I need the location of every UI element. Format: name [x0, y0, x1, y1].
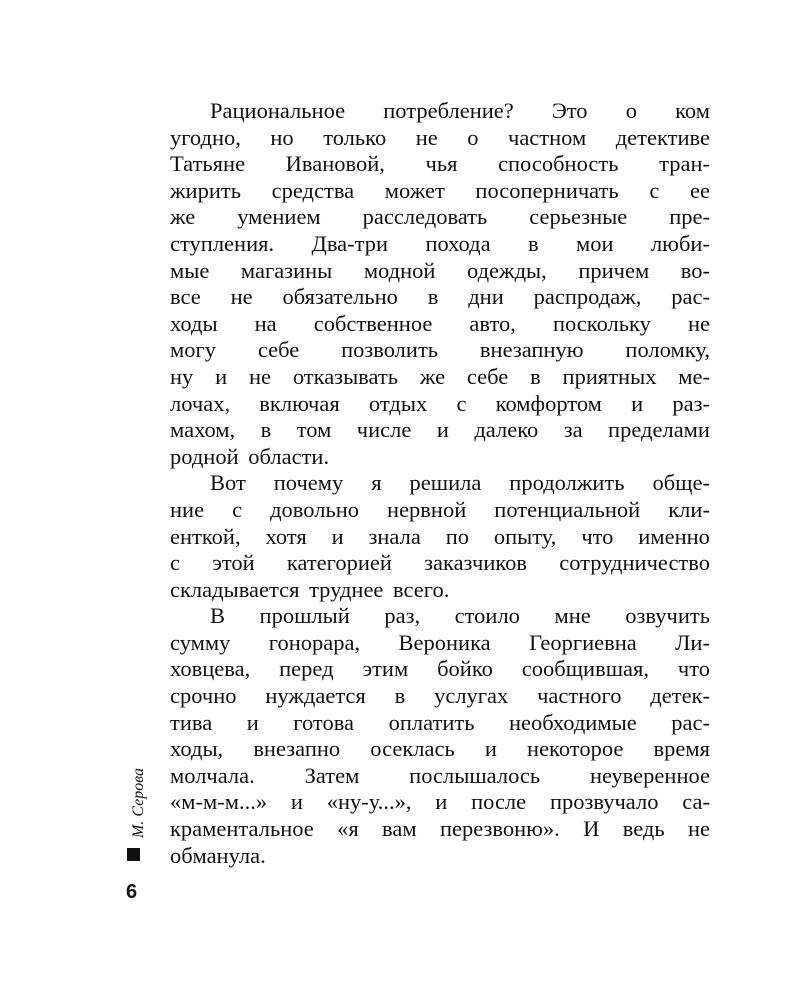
word: умением	[237, 204, 321, 230]
word: все	[170, 284, 201, 310]
word: же	[419, 363, 446, 389]
word: но	[270, 124, 294, 150]
page-number: 6	[126, 881, 138, 903]
word: пределами	[608, 417, 710, 443]
word: приятных	[562, 363, 657, 389]
word: и	[215, 363, 228, 389]
word: хотя	[265, 523, 307, 549]
word: на	[254, 310, 277, 336]
word: себе	[257, 337, 300, 363]
word: продолжить	[509, 470, 625, 496]
word: отказывать	[292, 363, 399, 389]
running-head-author: М. Серова	[130, 767, 147, 838]
word: тива	[170, 709, 213, 735]
word: обще-	[652, 470, 710, 496]
word: почему	[273, 470, 344, 496]
text-line	[170, 816, 710, 843]
word: некоторое	[527, 736, 624, 762]
word: я	[371, 470, 382, 496]
word: с	[170, 550, 180, 576]
word: внезапную	[479, 337, 584, 363]
word: после	[471, 789, 527, 815]
word: Вероника	[398, 629, 491, 655]
word: в	[260, 417, 272, 443]
word: рас-	[671, 284, 710, 310]
word: ведь	[622, 816, 665, 842]
word: угодно,	[170, 124, 241, 150]
word: детек-	[650, 683, 710, 709]
word: ее	[689, 177, 710, 203]
word: в	[528, 230, 539, 256]
word: могу	[170, 337, 216, 363]
word: «м-м-м...»	[170, 789, 268, 815]
word: пре-	[669, 204, 710, 230]
word: потребление?	[383, 98, 514, 123]
word: похода	[425, 230, 491, 256]
word: в	[530, 363, 541, 389]
text-line	[170, 710, 710, 737]
word: мые	[170, 257, 210, 283]
word: Рациональное	[210, 98, 346, 123]
word: и	[246, 709, 259, 735]
word: нервной	[387, 496, 467, 522]
word: Георгиевна	[529, 629, 637, 655]
word: срочно	[170, 683, 237, 709]
word: Два-три	[311, 230, 389, 256]
word: что	[677, 656, 710, 682]
text-line	[170, 258, 710, 285]
text-line: родной области.	[170, 443, 330, 469]
word: са-	[682, 789, 710, 815]
word: по	[445, 523, 469, 549]
word: этим	[362, 656, 409, 682]
word: модной	[363, 257, 436, 283]
text-line	[170, 151, 710, 178]
word: комфортом	[495, 390, 602, 416]
word: раз-	[672, 390, 710, 416]
word: этой	[212, 550, 255, 576]
word: собственное	[313, 310, 433, 336]
running-head	[125, 768, 155, 838]
word: ховцева,	[170, 656, 251, 682]
word: заказчиков	[424, 550, 528, 576]
word: краментальное	[170, 816, 314, 842]
text-line	[170, 683, 710, 710]
word: с	[456, 390, 467, 416]
word: себе	[466, 363, 509, 389]
text-line	[170, 125, 710, 152]
word: далеко	[474, 417, 539, 443]
text-line	[170, 364, 710, 391]
word: озвучить	[625, 603, 710, 629]
text-line	[170, 204, 710, 231]
word: ние	[170, 496, 205, 522]
word: прошлый	[259, 603, 350, 629]
word: детективе	[615, 124, 710, 150]
word: с	[649, 177, 660, 203]
text-line	[170, 391, 710, 418]
word: только	[323, 124, 387, 150]
word: Ивановой,	[285, 151, 385, 177]
word: знала	[368, 523, 421, 549]
word: и	[631, 390, 644, 416]
text-line	[170, 98, 710, 125]
word: внезапно	[253, 736, 341, 762]
text-line: обманула.	[170, 842, 266, 868]
text-line	[170, 178, 710, 205]
word: гонорара,	[268, 629, 361, 655]
word: категорией	[286, 550, 392, 576]
paragraph-2	[170, 470, 710, 603]
paragraph-3	[170, 603, 710, 869]
word: частного	[537, 683, 622, 709]
word: сообщившая,	[521, 656, 649, 682]
word: Татьяне	[170, 151, 246, 177]
word: в	[427, 284, 439, 310]
word: нуждается	[265, 683, 366, 709]
word: оплатить	[388, 709, 475, 735]
word: Это	[551, 98, 588, 123]
word: не	[687, 816, 710, 842]
word: Вот	[210, 470, 246, 496]
word: раз,	[384, 603, 421, 629]
text-line	[170, 603, 710, 630]
word: И	[583, 816, 600, 842]
word: время	[653, 736, 710, 762]
word: решила	[409, 470, 482, 496]
word: обязательно	[282, 284, 398, 310]
word: «ну-у...»,	[326, 789, 412, 815]
text-line	[170, 736, 710, 763]
word: включая	[259, 390, 340, 416]
word: люби-	[650, 230, 710, 256]
word: тран-	[659, 151, 710, 177]
word: ходы	[170, 310, 218, 336]
word: том	[296, 417, 332, 443]
word: ком	[675, 98, 710, 123]
word: опыту,	[493, 523, 557, 549]
word: необходимые	[509, 709, 637, 735]
text-line	[170, 284, 710, 311]
word: перед	[279, 656, 334, 682]
word: сумму	[170, 629, 231, 655]
word: серьезные	[529, 204, 628, 230]
word: мне	[554, 603, 591, 629]
word: чья	[425, 151, 458, 177]
text-line	[170, 337, 710, 364]
word: готова	[293, 709, 355, 735]
word: посоперничать	[475, 177, 619, 203]
word: неуверенное	[589, 762, 710, 788]
word: потенциальной	[494, 496, 641, 522]
word: отдых	[368, 390, 428, 416]
word: поскольку	[552, 310, 651, 336]
text-line	[170, 231, 710, 258]
square-marker-icon	[127, 848, 140, 861]
word: сотрудничество	[559, 550, 710, 576]
word: Ли-	[675, 629, 710, 655]
paragraph-1	[170, 98, 710, 470]
text-line	[170, 763, 710, 790]
word: авто,	[469, 310, 516, 336]
word: о	[625, 98, 637, 123]
word: лочах,	[170, 390, 231, 416]
word: и	[436, 417, 449, 443]
word: может	[384, 177, 445, 203]
word: что	[581, 523, 614, 549]
word: же	[170, 204, 196, 230]
text-line	[170, 656, 710, 683]
word: одежды,	[466, 257, 547, 283]
word: расследовать	[362, 204, 488, 230]
word: В	[210, 603, 226, 629]
word: с	[232, 496, 243, 522]
text-line	[170, 417, 710, 444]
word: причем	[578, 257, 650, 283]
word: стоило	[454, 603, 520, 629]
word: частном	[508, 124, 587, 150]
word: и	[290, 789, 303, 815]
word: средства	[271, 177, 355, 203]
word: дни	[468, 284, 504, 310]
word: жирить	[170, 177, 241, 203]
word: именно	[638, 523, 710, 549]
word: вам	[382, 816, 417, 842]
word: молчала.	[170, 762, 255, 788]
word: способность	[498, 151, 619, 177]
word: во-	[680, 257, 710, 283]
word: ну	[170, 363, 194, 389]
word: о	[467, 124, 479, 150]
word: послышалось	[409, 762, 541, 788]
word: махом,	[170, 417, 236, 443]
word: рас-	[671, 709, 710, 735]
word: довольно	[270, 496, 360, 522]
word: позволить	[341, 337, 439, 363]
word: Затем	[304, 762, 360, 788]
text-line	[170, 550, 710, 577]
text-line	[170, 524, 710, 551]
word: и	[435, 789, 448, 815]
word: прозвучало	[549, 789, 659, 815]
text-line	[170, 497, 710, 524]
word: «я	[337, 816, 359, 842]
word: в	[394, 683, 406, 709]
word: услугах	[434, 683, 509, 709]
text-line	[170, 470, 710, 497]
word: перезвоню».	[439, 816, 560, 842]
word: числе	[356, 417, 412, 443]
body-text	[170, 98, 710, 869]
word: кли-	[668, 496, 710, 522]
word: осеклась	[370, 736, 455, 762]
word: ходы,	[170, 736, 224, 762]
word: за	[563, 417, 583, 443]
text-line	[170, 311, 710, 338]
word: бойко	[437, 656, 493, 682]
word: магазины	[240, 257, 333, 283]
word: не	[248, 363, 271, 389]
word: мои	[576, 230, 614, 256]
word: не	[230, 284, 253, 310]
word: распродаж,	[533, 284, 642, 310]
word: енткой,	[170, 523, 241, 549]
text-line	[170, 630, 710, 657]
word: ме-	[678, 363, 710, 389]
word: ступления.	[170, 230, 275, 256]
word: и	[484, 736, 497, 762]
word: и	[331, 523, 344, 549]
word: не	[415, 124, 438, 150]
text-line	[170, 789, 710, 816]
word: не	[687, 310, 710, 336]
word: поломку,	[625, 337, 710, 363]
text-line: складывается труднее всего.	[170, 576, 450, 602]
